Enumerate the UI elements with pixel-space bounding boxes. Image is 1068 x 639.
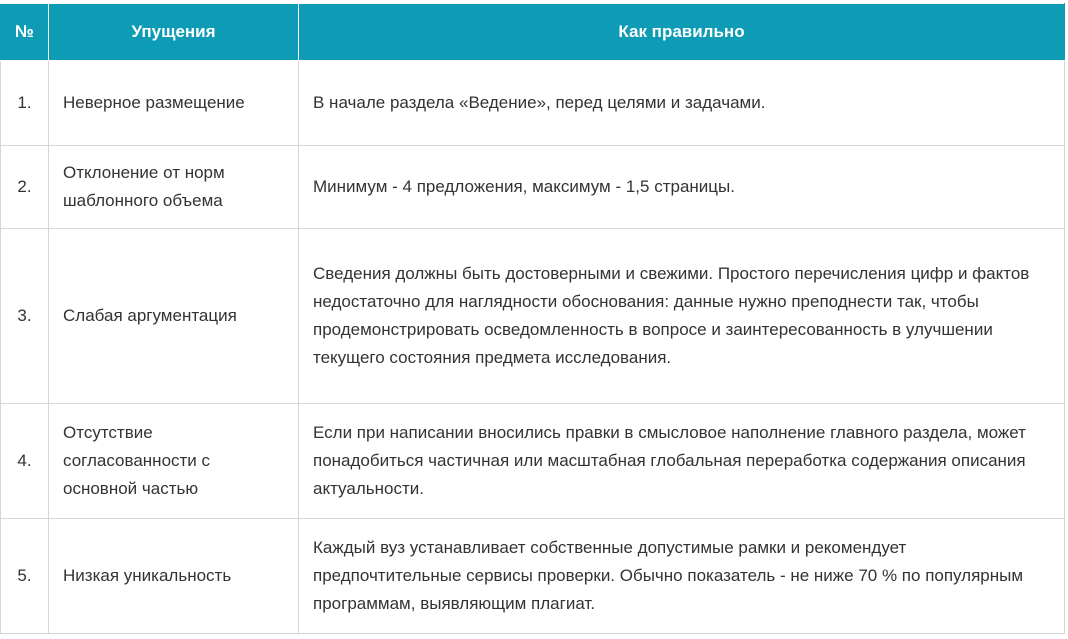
row-number: 1. <box>1 61 49 146</box>
header-number: № <box>1 4 49 61</box>
row-correct: Минимум - 4 предложения, максимум - 1,5 страницы. <box>299 146 1065 229</box>
row-error: Отклонение от норм шаблонного объема <box>49 146 299 229</box>
row-correct: Если при написании вносились правки в смысловое наполнение главного раздела, может понадобиться частичная или масштабная глобальная переработка содержания описания актуальности. <box>299 404 1065 519</box>
row-correct: В начале раздела «Ведение», перед целями и задачами. <box>299 61 1065 146</box>
row-correct: Сведения должны быть достоверными и свежими. Простого перечисления цифр и фактов недостаточно для наглядности обоснования: данные нужно преподнести так, чтобы продемонстрировать осведомленность в вопросе и заинтересованность в улучшении текущего состояния предмета исследования. <box>299 229 1065 404</box>
table-row <box>1 404 1065 519</box>
table-header-row <box>1 4 1065 61</box>
row-error: Слабая аргументация <box>49 229 299 404</box>
row-number: 3. <box>1 229 49 404</box>
header-errors: Упущения <box>49 4 299 61</box>
row-number: 5. <box>1 519 49 634</box>
table-row <box>1 61 1065 146</box>
row-error: Неверное размещение <box>49 61 299 146</box>
errors-table <box>0 3 1065 634</box>
table-row <box>1 229 1065 404</box>
row-correct: Каждый вуз устанавливает собственные допустимые рамки и рекомендует предпочтительные сервисы проверки. Обычно показатель - не ниже 70 % по популярным программам, выявляющим плагиат. <box>299 519 1065 634</box>
table-row <box>1 519 1065 634</box>
errors-table-container <box>0 3 1064 634</box>
table-row <box>1 146 1065 229</box>
row-number: 2. <box>1 146 49 229</box>
header-correct: Как правильно <box>299 4 1065 61</box>
row-error: Низкая уникальность <box>49 519 299 634</box>
row-error: Отсутствие согласованности с основной частью <box>49 404 299 519</box>
row-number: 4. <box>1 404 49 519</box>
